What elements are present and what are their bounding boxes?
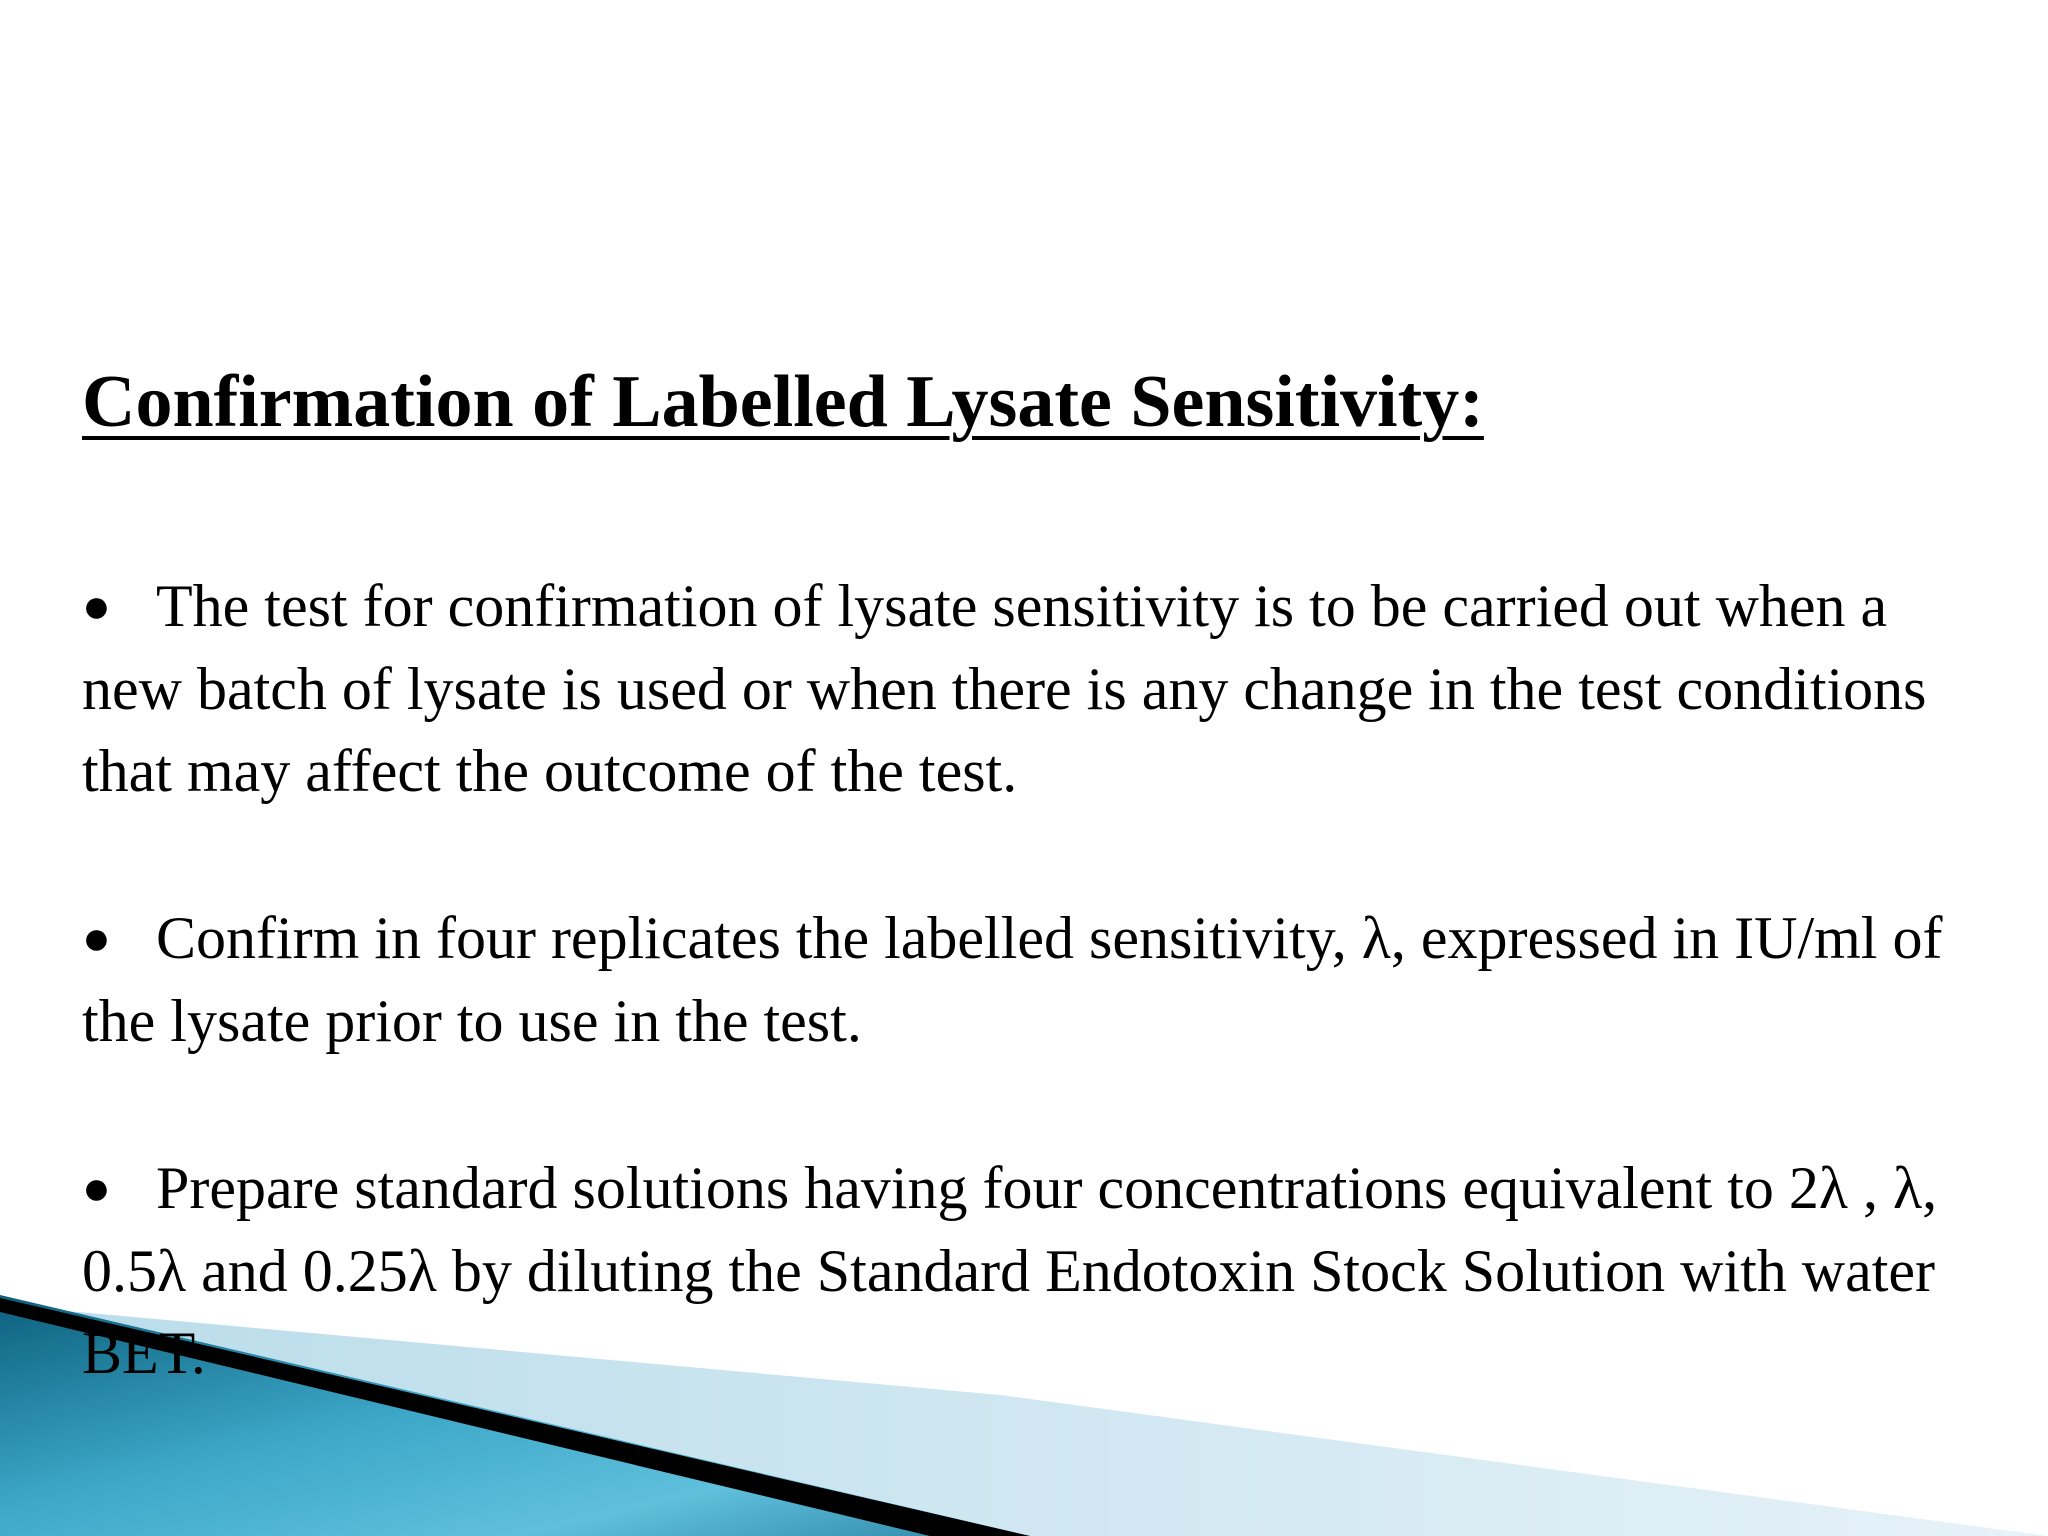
bullet-dot-icon: ●	[82, 912, 111, 966]
bullet-item	[82, 565, 1982, 812]
bullet-text: The test for confirmation of lysate sensitivity is to be carried out when a new batch of lysate is used or when there is any change in the test conditions that may affect the outcome of the test.	[82, 573, 1927, 805]
bullet-text: Prepare standard solutions having four concentrations equivalent to 2λ , λ, 0.5λ and 0.25λ by diluting the Standard Endotoxin Stock Solution with water BET.	[82, 1155, 1938, 1387]
bullet-item	[82, 897, 1982, 1062]
bullet-dot-icon: ●	[82, 1162, 111, 1216]
bullet-text: Confirm in four replicates the labelled sensitivity, λ, expressed in IU/ml of the lysate prior to use in the test.	[82, 905, 1943, 1055]
bullet-list	[82, 565, 1982, 1394]
slide-content	[82, 360, 1982, 1479]
bullet-item	[82, 1147, 1982, 1394]
bullet-dot-icon: ●	[82, 580, 111, 634]
slide-title: Confirmation of Labelled Lysate Sensitivity:	[82, 361, 1484, 443]
